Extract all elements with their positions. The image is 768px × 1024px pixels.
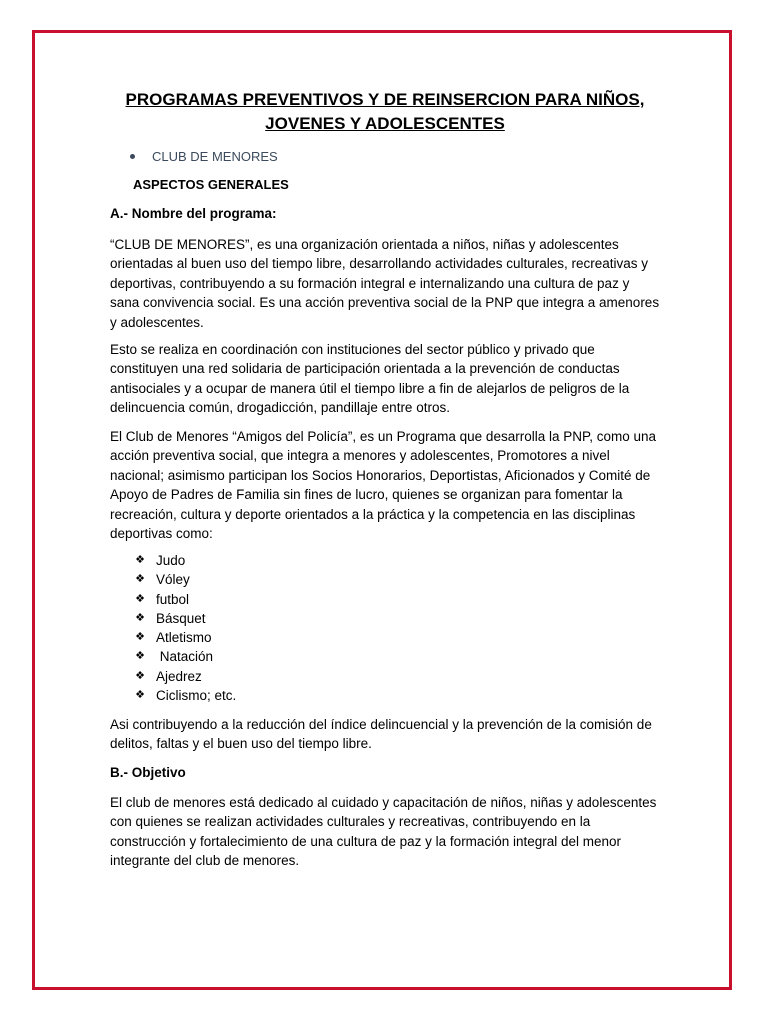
sport-label: Vóley bbox=[156, 572, 190, 588]
sports-list bbox=[133, 551, 236, 705]
title-line-2: JOVENES Y ADOLESCENTES bbox=[265, 114, 505, 133]
sport-label: Ciclismo; etc. bbox=[156, 688, 237, 704]
paragraph-4: Asi contribuyendo a la reducción del índice delincuencial y la prevención de la comisión de delitos, faltas y el buen uso del tiempo libre. bbox=[110, 717, 652, 752]
diamond-bullet-icon: ❖ bbox=[135, 631, 145, 644]
list-item bbox=[133, 551, 236, 570]
list-item bbox=[133, 628, 236, 647]
paragraph-1: “CLUB DE MENORES”, es una organización orientada a niños, niñas y adolescentes orientadas al buen uso del tiempo libre, desarrollando actividades culturales, recreativas y deportivas, contribuyendo a su formación integral e internalizando una cultura de paz y sana convivencia social. Es una acción preventiva social de la PNP que integra a amenores y adolescentes. bbox=[110, 237, 660, 330]
bullet-dot-icon bbox=[130, 154, 135, 159]
section-a-heading: A.- Nombre del programa: bbox=[110, 206, 277, 221]
sport-label: Atletismo bbox=[156, 630, 212, 646]
list-item bbox=[133, 570, 236, 589]
list-item bbox=[133, 609, 236, 628]
diamond-bullet-icon: ❖ bbox=[135, 689, 145, 702]
bullet-club-de-menores bbox=[130, 149, 278, 164]
sport-label: Judo bbox=[156, 553, 186, 568]
diamond-bullet-icon: ❖ bbox=[135, 669, 145, 682]
paragraph-2: Esto se realiza en coordinación con instituciones del sector público y privado que constituyen una red solidaria de participación orientada a la prevención de conductas antisociales y a ocupar de manera útil el tiempo libre a fin de alejarlos de peligros de la delincuencia común, drogadicción, pandillaje entre otros. bbox=[110, 342, 630, 416]
paragraph-5: El club de menores está dedicado al cuidado y capacitación de niños, niñas y adolescentes con quienes se realizan actividades culturales y recreativas, contribuyendo en la construcción y fortalecimiento de una cultura de paz y la formación integral del menor integrante del club de menores. bbox=[110, 795, 657, 869]
sport-label: Natación bbox=[156, 649, 214, 665]
list-item bbox=[133, 667, 236, 686]
diamond-bullet-icon: ❖ bbox=[135, 592, 145, 605]
paragraph-3: El Club de Menores “Amigos del Policía”, es un Programa que desarrolla la PNP, como una acción preventiva social, que integra a menores y adolescentes, Promotores a nivel nacional; asimismo participan los Socios Honorarios, Deportistas, Aficionados y Comité de Apoyo de Padres de Familia sin fines de lucro, quienes se organizan para fomentar la recreación, cultura y deporte orientados a la práctica y la competencia en las disciplinas deportivas como: bbox=[110, 429, 657, 542]
bullet-club-label: CLUB DE MENORES bbox=[152, 149, 278, 164]
list-item bbox=[133, 647, 236, 666]
title-line-1: PROGRAMAS PREVENTIVOS Y DE REINSERCION PARA NIÑOS, bbox=[125, 90, 645, 109]
list-item bbox=[133, 590, 236, 609]
sport-label: futbol bbox=[156, 591, 190, 607]
list-item bbox=[133, 686, 236, 705]
document-title bbox=[80, 88, 690, 136]
section-b-heading: B.- Objetivo bbox=[110, 765, 186, 780]
sport-label: Básquet bbox=[156, 610, 206, 626]
aspectos-generales-heading: ASPECTOS GENERALES bbox=[133, 177, 289, 192]
diamond-bullet-icon: ❖ bbox=[135, 554, 145, 566]
diamond-bullet-icon: ❖ bbox=[135, 611, 145, 624]
diamond-bullet-icon: ❖ bbox=[135, 650, 145, 663]
sport-label: Ajedrez bbox=[156, 668, 202, 684]
diamond-bullet-icon: ❖ bbox=[135, 573, 145, 586]
